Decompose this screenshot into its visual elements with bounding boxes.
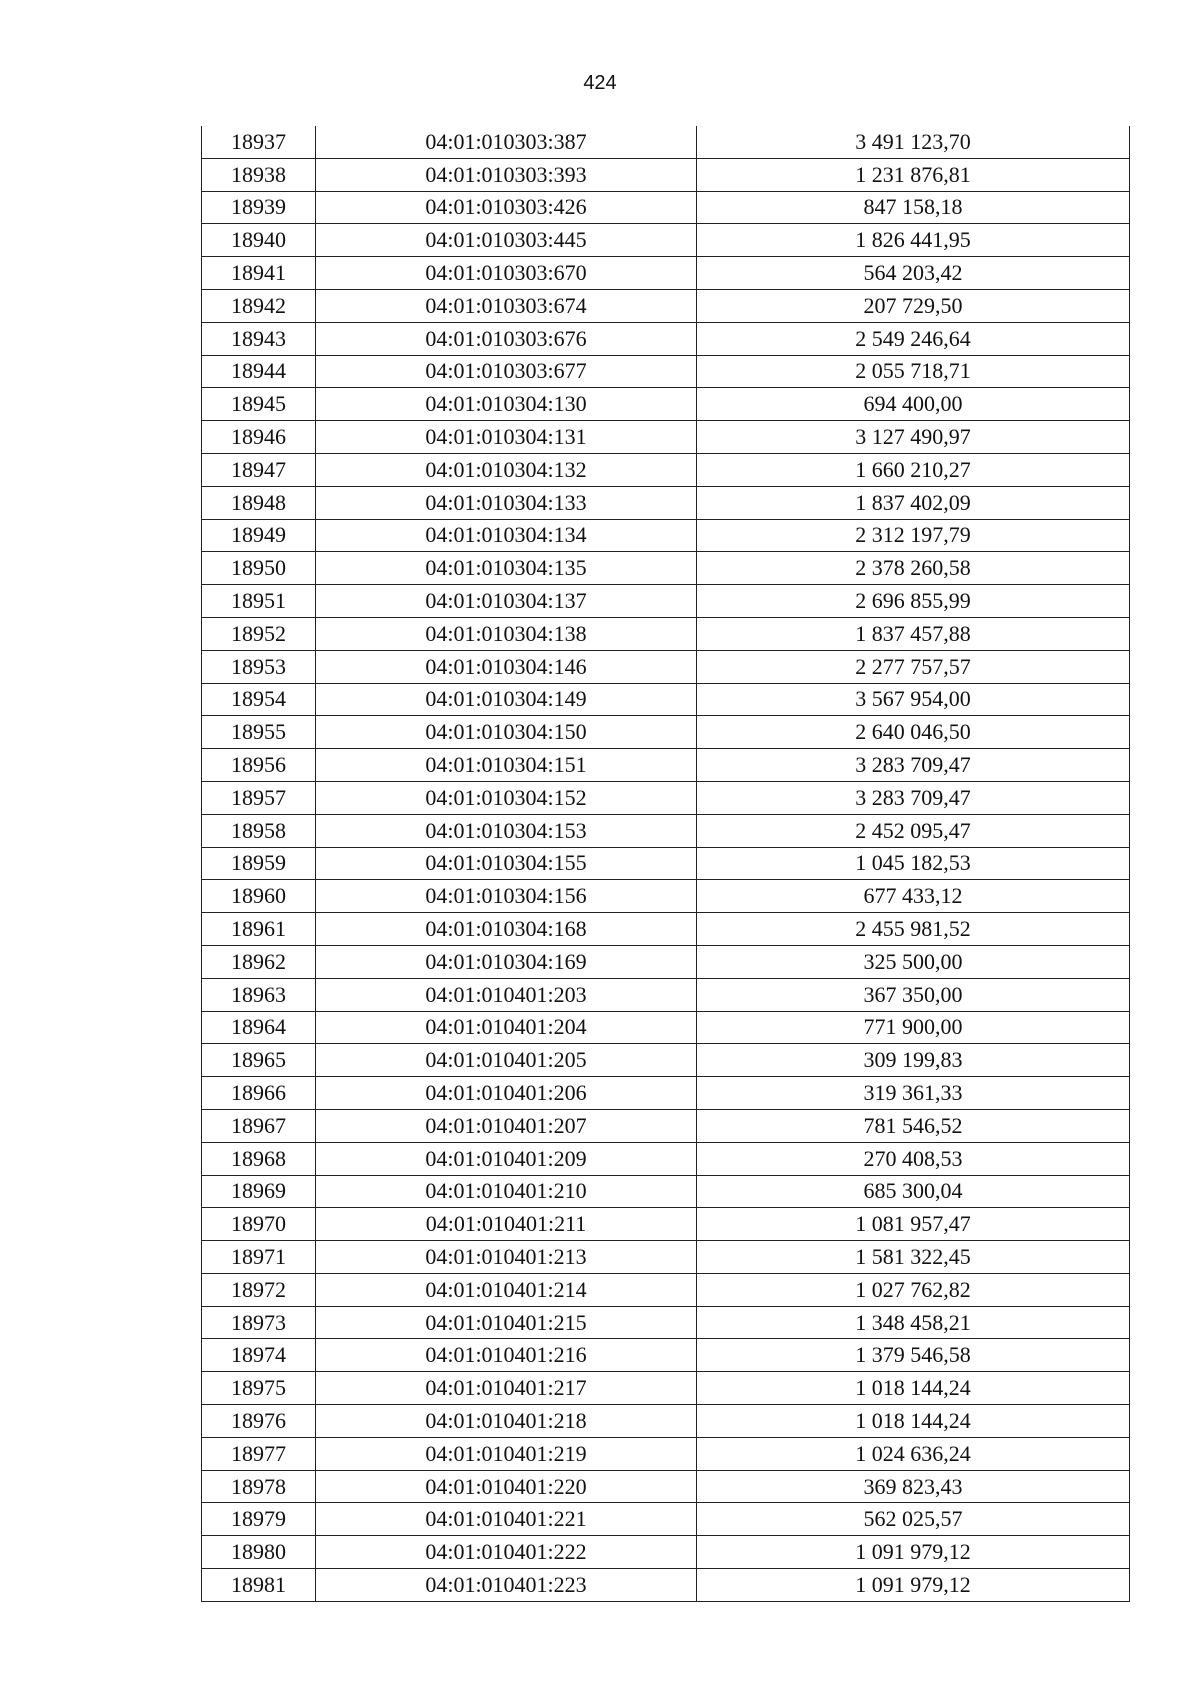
cadastral-number-cell: 04:01:010401:220 bbox=[316, 1470, 697, 1503]
table-row bbox=[202, 1044, 1130, 1077]
cadastral-value-cell: 694 400,00 bbox=[697, 388, 1130, 421]
cadastral-number-cell: 04:01:010304:132 bbox=[316, 453, 697, 486]
cadastral-value-cell: 1 231 876,81 bbox=[697, 158, 1130, 191]
cadastral-value-cell: 1 081 957,47 bbox=[697, 1208, 1130, 1241]
cadastral-number-cell: 04:01:010303:676 bbox=[316, 322, 697, 355]
table-row bbox=[202, 1241, 1130, 1274]
cadastral-value-cell: 1 018 144,24 bbox=[697, 1405, 1130, 1438]
cadastral-value-cell: 2 696 855,99 bbox=[697, 585, 1130, 618]
row-number-cell: 18968 bbox=[202, 1142, 316, 1175]
table-row bbox=[202, 322, 1130, 355]
cadastral-value-cell: 1 024 636,24 bbox=[697, 1437, 1130, 1470]
table-row bbox=[202, 683, 1130, 716]
cadastral-number-cell: 04:01:010304:138 bbox=[316, 617, 697, 650]
row-number-cell: 18950 bbox=[202, 552, 316, 585]
row-number-cell: 18981 bbox=[202, 1569, 316, 1602]
row-number-cell: 18975 bbox=[202, 1372, 316, 1405]
cadastral-value-cell: 1 091 979,12 bbox=[697, 1536, 1130, 1569]
cadastral-number-cell: 04:01:010304:135 bbox=[316, 552, 697, 585]
row-number-cell: 18954 bbox=[202, 683, 316, 716]
cadastral-number-cell: 04:01:010304:156 bbox=[316, 880, 697, 913]
row-number-cell: 18963 bbox=[202, 978, 316, 1011]
cadastral-number-cell: 04:01:010304:133 bbox=[316, 486, 697, 519]
row-number-cell: 18937 bbox=[202, 126, 316, 158]
cadastral-value-cell: 319 361,33 bbox=[697, 1077, 1130, 1110]
cadastral-value-cell: 3 283 709,47 bbox=[697, 781, 1130, 814]
cadastral-number-cell: 04:01:010303:674 bbox=[316, 289, 697, 322]
cadastral-number-cell: 04:01:010303:426 bbox=[316, 191, 697, 224]
cadastral-number-cell: 04:01:010401:203 bbox=[316, 978, 697, 1011]
table-body bbox=[202, 126, 1130, 1601]
cadastral-value-cell: 1 837 457,88 bbox=[697, 617, 1130, 650]
table-row bbox=[202, 1470, 1130, 1503]
table-row bbox=[202, 1503, 1130, 1536]
table-row bbox=[202, 1011, 1130, 1044]
cadastral-number-cell: 04:01:010304:169 bbox=[316, 945, 697, 978]
row-number-cell: 18942 bbox=[202, 289, 316, 322]
cadastral-value-cell: 3 567 954,00 bbox=[697, 683, 1130, 716]
table-row bbox=[202, 1372, 1130, 1405]
table-row bbox=[202, 650, 1130, 683]
cadastral-number-cell: 04:01:010401:207 bbox=[316, 1109, 697, 1142]
table-row bbox=[202, 945, 1130, 978]
row-number-cell: 18947 bbox=[202, 453, 316, 486]
cadastral-number-cell: 04:01:010401:217 bbox=[316, 1372, 697, 1405]
cadastral-value-cell: 1 581 322,45 bbox=[697, 1241, 1130, 1274]
cadastral-number-cell: 04:01:010303:677 bbox=[316, 355, 697, 388]
table-row bbox=[202, 978, 1130, 1011]
cadastral-number-cell: 04:01:010304:134 bbox=[316, 519, 697, 552]
cadastral-value-cell: 1 660 210,27 bbox=[697, 453, 1130, 486]
row-number-cell: 18969 bbox=[202, 1175, 316, 1208]
table-row bbox=[202, 1142, 1130, 1175]
cadastral-number-cell: 04:01:010401:219 bbox=[316, 1437, 697, 1470]
table-row bbox=[202, 355, 1130, 388]
table-row bbox=[202, 453, 1130, 486]
cadastral-value-cell: 369 823,43 bbox=[697, 1470, 1130, 1503]
row-number-cell: 18946 bbox=[202, 421, 316, 454]
cadastral-number-cell: 04:01:010401:206 bbox=[316, 1077, 697, 1110]
table-row bbox=[202, 1273, 1130, 1306]
table-row bbox=[202, 289, 1130, 322]
row-number-cell: 18970 bbox=[202, 1208, 316, 1241]
cadastral-value-cell: 1 091 979,12 bbox=[697, 1569, 1130, 1602]
cadastral-number-cell: 04:01:010401:210 bbox=[316, 1175, 697, 1208]
cadastral-number-cell: 04:01:010304:151 bbox=[316, 749, 697, 782]
cadastral-value-cell: 3 283 709,47 bbox=[697, 749, 1130, 782]
table-row bbox=[202, 1569, 1130, 1602]
cadastral-value-cell: 2 549 246,64 bbox=[697, 322, 1130, 355]
cadastral-number-cell: 04:01:010304:152 bbox=[316, 781, 697, 814]
cadastral-value-cell: 771 900,00 bbox=[697, 1011, 1130, 1044]
cadastral-value-cell: 847 158,18 bbox=[697, 191, 1130, 224]
cadastral-number-cell: 04:01:010304:146 bbox=[316, 650, 697, 683]
row-number-cell: 18940 bbox=[202, 224, 316, 257]
cadastral-number-cell: 04:01:010304:131 bbox=[316, 421, 697, 454]
cadastral-number-cell: 04:01:010401:216 bbox=[316, 1339, 697, 1372]
row-number-cell: 18956 bbox=[202, 749, 316, 782]
row-number-cell: 18962 bbox=[202, 945, 316, 978]
table-row bbox=[202, 1536, 1130, 1569]
table-row bbox=[202, 421, 1130, 454]
cadastral-value-cell: 2 378 260,58 bbox=[697, 552, 1130, 585]
table-row bbox=[202, 781, 1130, 814]
cadastral-value-cell: 1 018 144,24 bbox=[697, 1372, 1130, 1405]
row-number-cell: 18945 bbox=[202, 388, 316, 421]
page-number: 424 bbox=[583, 72, 617, 94]
cadastral-value-cell: 270 408,53 bbox=[697, 1142, 1130, 1175]
table-row bbox=[202, 126, 1130, 158]
table-row bbox=[202, 585, 1130, 618]
row-number-cell: 18961 bbox=[202, 913, 316, 946]
cadastral-number-cell: 04:01:010401:222 bbox=[316, 1536, 697, 1569]
cadastral-number-cell: 04:01:010303:393 bbox=[316, 158, 697, 191]
cadastral-number-cell: 04:01:010304:150 bbox=[316, 716, 697, 749]
table-row bbox=[202, 486, 1130, 519]
cadastral-value-cell: 2 640 046,50 bbox=[697, 716, 1130, 749]
row-number-cell: 18966 bbox=[202, 1077, 316, 1110]
cadastral-value-cell: 207 729,50 bbox=[697, 289, 1130, 322]
table-row bbox=[202, 519, 1130, 552]
row-number-cell: 18967 bbox=[202, 1109, 316, 1142]
cadastral-value-cell: 1 045 182,53 bbox=[697, 847, 1130, 880]
row-number-cell: 18952 bbox=[202, 617, 316, 650]
table-row bbox=[202, 749, 1130, 782]
row-number-cell: 18979 bbox=[202, 1503, 316, 1536]
cadastral-number-cell: 04:01:010303:445 bbox=[316, 224, 697, 257]
row-number-cell: 18977 bbox=[202, 1437, 316, 1470]
cadastral-number-cell: 04:01:010401:213 bbox=[316, 1241, 697, 1274]
row-number-cell: 18972 bbox=[202, 1273, 316, 1306]
cadastral-number-cell: 04:01:010401:204 bbox=[316, 1011, 697, 1044]
row-number-cell: 18964 bbox=[202, 1011, 316, 1044]
cadastral-table-container bbox=[201, 126, 1129, 1602]
cadastral-number-cell: 04:01:010401:215 bbox=[316, 1306, 697, 1339]
row-number-cell: 18959 bbox=[202, 847, 316, 880]
cadastral-number-cell: 04:01:010303:387 bbox=[316, 126, 697, 158]
row-number-cell: 18974 bbox=[202, 1339, 316, 1372]
row-number-cell: 18976 bbox=[202, 1405, 316, 1438]
cadastral-value-cell: 3 491 123,70 bbox=[697, 126, 1130, 158]
table-row bbox=[202, 716, 1130, 749]
row-number-cell: 18978 bbox=[202, 1470, 316, 1503]
cadastral-value-cell: 677 433,12 bbox=[697, 880, 1130, 913]
cadastral-value-cell: 781 546,52 bbox=[697, 1109, 1130, 1142]
cadastral-number-cell: 04:01:010401:205 bbox=[316, 1044, 697, 1077]
cadastral-number-cell: 04:01:010304:153 bbox=[316, 814, 697, 847]
table-row bbox=[202, 224, 1130, 257]
table-row bbox=[202, 158, 1130, 191]
table-row bbox=[202, 880, 1130, 913]
cadastral-number-cell: 04:01:010401:221 bbox=[316, 1503, 697, 1536]
row-number-cell: 18943 bbox=[202, 322, 316, 355]
table-row bbox=[202, 847, 1130, 880]
cadastral-number-cell: 04:01:010304:130 bbox=[316, 388, 697, 421]
row-number-cell: 18941 bbox=[202, 257, 316, 290]
cadastral-value-cell: 1 837 402,09 bbox=[697, 486, 1130, 519]
cadastral-value-cell: 2 312 197,79 bbox=[697, 519, 1130, 552]
cadastral-value-cell: 2 277 757,57 bbox=[697, 650, 1130, 683]
cadastral-value-cell: 685 300,04 bbox=[697, 1175, 1130, 1208]
table-row bbox=[202, 1208, 1130, 1241]
cadastral-value-cell: 2 455 981,52 bbox=[697, 913, 1130, 946]
row-number-cell: 18953 bbox=[202, 650, 316, 683]
table-row bbox=[202, 1339, 1130, 1372]
cadastral-value-table bbox=[201, 126, 1130, 1602]
row-number-cell: 18965 bbox=[202, 1044, 316, 1077]
cadastral-number-cell: 04:01:010304:168 bbox=[316, 913, 697, 946]
row-number-cell: 18958 bbox=[202, 814, 316, 847]
cadastral-number-cell: 04:01:010401:209 bbox=[316, 1142, 697, 1175]
cadastral-number-cell: 04:01:010401:218 bbox=[316, 1405, 697, 1438]
row-number-cell: 18980 bbox=[202, 1536, 316, 1569]
row-number-cell: 18949 bbox=[202, 519, 316, 552]
row-number-cell: 18973 bbox=[202, 1306, 316, 1339]
row-number-cell: 18938 bbox=[202, 158, 316, 191]
row-number-cell: 18944 bbox=[202, 355, 316, 388]
row-number-cell: 18939 bbox=[202, 191, 316, 224]
cadastral-number-cell: 04:01:010304:149 bbox=[316, 683, 697, 716]
table-row bbox=[202, 814, 1130, 847]
row-number-cell: 18948 bbox=[202, 486, 316, 519]
cadastral-value-cell: 564 203,42 bbox=[697, 257, 1130, 290]
cadastral-value-cell: 1 379 546,58 bbox=[697, 1339, 1130, 1372]
table-row bbox=[202, 1109, 1130, 1142]
cadastral-value-cell: 1 826 441,95 bbox=[697, 224, 1130, 257]
cadastral-value-cell: 562 025,57 bbox=[697, 1503, 1130, 1536]
cadastral-number-cell: 04:01:010304:155 bbox=[316, 847, 697, 880]
cadastral-number-cell: 04:01:010401:214 bbox=[316, 1273, 697, 1306]
cadastral-number-cell: 04:01:010304:137 bbox=[316, 585, 697, 618]
table-row bbox=[202, 1077, 1130, 1110]
table-row bbox=[202, 1437, 1130, 1470]
row-number-cell: 18951 bbox=[202, 585, 316, 618]
table-row bbox=[202, 191, 1130, 224]
cadastral-value-cell: 1 027 762,82 bbox=[697, 1273, 1130, 1306]
cadastral-number-cell: 04:01:010401:223 bbox=[316, 1569, 697, 1602]
cadastral-value-cell: 3 127 490,97 bbox=[697, 421, 1130, 454]
row-number-cell: 18960 bbox=[202, 880, 316, 913]
table-row bbox=[202, 257, 1130, 290]
cadastral-number-cell: 04:01:010401:211 bbox=[316, 1208, 697, 1241]
cadastral-value-cell: 367 350,00 bbox=[697, 978, 1130, 1011]
table-row bbox=[202, 388, 1130, 421]
row-number-cell: 18955 bbox=[202, 716, 316, 749]
cadastral-value-cell: 325 500,00 bbox=[697, 945, 1130, 978]
table-row bbox=[202, 913, 1130, 946]
cadastral-value-cell: 1 348 458,21 bbox=[697, 1306, 1130, 1339]
table-row bbox=[202, 1175, 1130, 1208]
cadastral-value-cell: 2 055 718,71 bbox=[697, 355, 1130, 388]
row-number-cell: 18957 bbox=[202, 781, 316, 814]
cadastral-value-cell: 309 199,83 bbox=[697, 1044, 1130, 1077]
row-number-cell: 18971 bbox=[202, 1241, 316, 1274]
cadastral-value-cell: 2 452 095,47 bbox=[697, 814, 1130, 847]
table-row bbox=[202, 1405, 1130, 1438]
cadastral-number-cell: 04:01:010303:670 bbox=[316, 257, 697, 290]
table-row bbox=[202, 1306, 1130, 1339]
table-row bbox=[202, 617, 1130, 650]
table-row bbox=[202, 552, 1130, 585]
